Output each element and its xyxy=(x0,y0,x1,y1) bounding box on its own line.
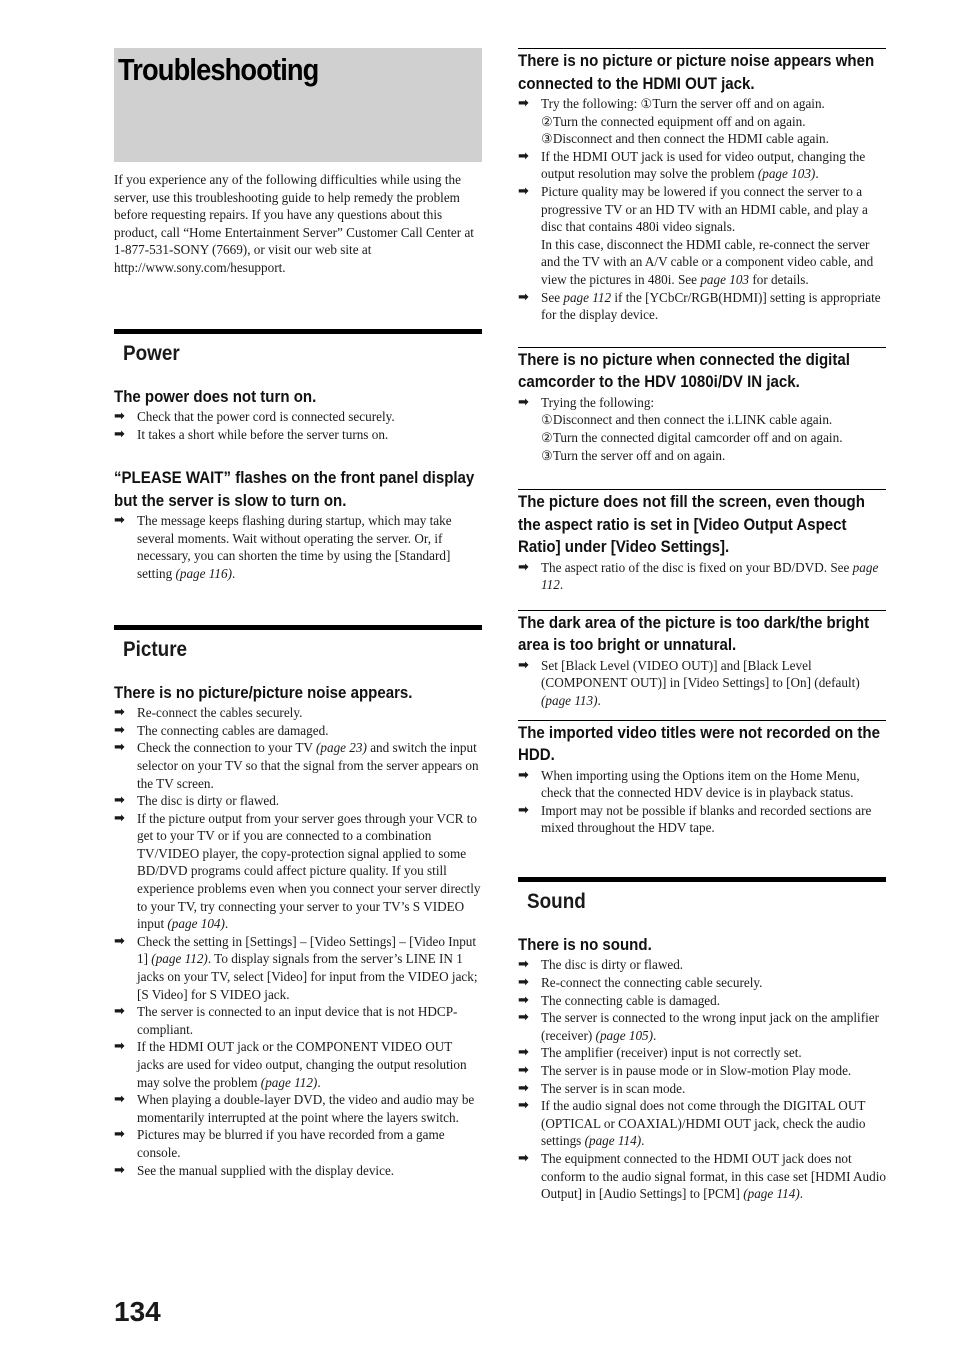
page-reference: (page 112) xyxy=(151,951,208,967)
arrow-right-icon: ➡ xyxy=(114,1092,125,1108)
arrow-right-icon: ➡ xyxy=(518,802,529,818)
remedy-item: ➡ The amplifier (receiver) input is not correctly set. xyxy=(518,1045,802,1061)
remedy-item: ➡ The server is in scan mode. xyxy=(518,1080,686,1096)
remedy-item: ➡ Set [Black Level (VIDEO OUT)] and [Black Level (COMPONENT OUT)] in [Video Settings] to [On] (default) (page 113). xyxy=(518,657,860,708)
page-reference: (page 104) xyxy=(167,916,225,932)
remedy-item: ➡ The connecting cables are damaged. xyxy=(114,722,329,738)
section-power xyxy=(114,329,482,368)
remedy-item: ➡ The message keeps flashing during startup, which may take several moments. Wait without operating the server. Or, if necessary, you can shorten the time by using the [Standard] setting (page 116). xyxy=(114,513,452,582)
issue-title: The power does not turn on. xyxy=(114,386,317,406)
remedy-item: ➡ See page 112 if the [YCbCr/RGB(HDMI)] setting is appropriate for the display device. xyxy=(518,289,881,323)
arrow-right-icon: ➡ xyxy=(518,394,529,410)
remedy-list xyxy=(114,512,482,582)
arrow-right-icon: ➡ xyxy=(518,767,529,783)
page-reference: (page 23) xyxy=(315,740,367,756)
issue-title: There is no picture or picture noise appears when connected to the HDMI OUT jack. xyxy=(518,51,875,93)
page-number: 134 xyxy=(114,1296,161,1327)
remedy-item: ➡ The aspect ratio of the disc is fixed on your BD/DVD. See page 112. xyxy=(518,559,879,593)
section-title-picture: Picture xyxy=(123,637,188,661)
arrow-right-icon: ➡ xyxy=(518,1063,529,1078)
page-reference: page 103 xyxy=(700,271,750,287)
remedy-item: ➡ When playing a double-layer DVD, the video and audio may be momentarily interrupted at the point where the layers switch. xyxy=(114,1092,475,1125)
page-reference: page 112 xyxy=(563,289,612,305)
remedy-item: ➡ The server is connected to an input device that is not HDCP-compliant. xyxy=(114,1004,458,1037)
page-reference: (page 114) xyxy=(584,1133,642,1149)
remedy-item: ➡ Picture quality may be lowered if you connect the server to a progressive TV or an HD TV with an HDMI cable, and play a disc that contains 480i video signals. In this case, disconnect the HDMI cable, re-connect the server and the TV with an A/V cable or a component video cable, and view the pictures in 480i. See page 103 for details. xyxy=(518,183,874,287)
title-banner xyxy=(114,48,482,162)
arrow-right-icon: ➡ xyxy=(518,657,529,673)
issue-no-sound xyxy=(518,934,886,1203)
arrow-right-icon: ➡ xyxy=(518,289,529,305)
arrow-right-icon: ➡ xyxy=(518,148,529,164)
remedy-item: ➡ The equipment connected to the HDMI OUT jack does not conform to the audio signal format, in this case set [HDMI Audio Output] in [Audio Settings] to [PCM] (page 114). xyxy=(518,1150,887,1202)
remedy-list xyxy=(518,956,886,1202)
arrow-right-icon: ➡ xyxy=(518,1045,529,1061)
issue-dark-area xyxy=(518,610,886,710)
issue-power-no-turn-on xyxy=(114,386,482,444)
page-reference: (page 105) xyxy=(595,1027,654,1043)
arrow-right-icon: ➡ xyxy=(114,705,125,721)
right-column xyxy=(518,48,886,1203)
remedy-item: ➡ Re-connect the connecting cable securely. xyxy=(518,975,763,991)
remedy-item: ➡ If the HDMI OUT jack or the COMPONENT VIDEO OUT jacks are used for video output, changing the output resolution may solve the problem (page 112). xyxy=(114,1039,467,1090)
remedy-item: ➡ Try the following: ①Turn the server off and on again. ②Turn the connected equipment off and on again. ③Disconnect and then connect the HDMI cable again. xyxy=(518,96,829,147)
remedy-item: ➡ The disc is dirty or flawed. xyxy=(114,793,280,809)
left-column xyxy=(114,48,482,1179)
issue-camcorder-no-picture xyxy=(518,347,886,464)
page-reference: (page 112) xyxy=(260,1074,318,1090)
arrow-right-icon: ➡ xyxy=(518,1010,529,1026)
arrow-right-icon: ➡ xyxy=(114,722,125,738)
arrow-right-icon: ➡ xyxy=(114,426,125,442)
page-reference: (page 113) xyxy=(541,692,598,708)
remedy-item: ➡ If the audio signal does not come through the DIGITAL OUT (OPTICAL or COAXIAL)/HDMI OUT jack, check the audio settings (page 114). xyxy=(518,1098,866,1149)
arrow-right-icon: ➡ xyxy=(518,975,529,991)
issue-no-picture xyxy=(114,682,482,1180)
intro-paragraph: If you experience any of the following difficulties while using the server, use this troubleshooting guide to help remedy the problem before requesting repairs. If you have any questions about this product, call “Home Entertainment Server” Customer Call Center at 1-877-531-SONY (7669), or visit our web site at http://www.sony.com/hesupport. xyxy=(114,172,474,275)
page-reference: (page 114) xyxy=(743,1186,800,1202)
remedy-list xyxy=(518,394,886,464)
arrow-right-icon: ➡ xyxy=(114,513,125,529)
arrow-right-icon: ➡ xyxy=(518,1150,529,1166)
arrow-right-icon: ➡ xyxy=(518,1098,529,1114)
arrow-right-icon: ➡ xyxy=(114,740,125,756)
arrow-right-icon: ➡ xyxy=(114,810,125,826)
remedy-item: ➡ Import may not be possible if blanks and recorded sections are mixed throughout the HDV tape. xyxy=(518,802,872,836)
remedy-item: ➡ Check that the power cord is connected securely. xyxy=(114,409,395,425)
arrow-right-icon: ➡ xyxy=(114,1004,125,1020)
remedy-list xyxy=(518,657,886,710)
section-title-power: Power xyxy=(123,341,180,365)
arrow-right-icon: ➡ xyxy=(114,409,125,425)
remedy-item: ➡ Pictures may be blurred if you have recorded from a game console. xyxy=(114,1127,445,1160)
remedy-item: ➡ The disc is dirty or flawed. xyxy=(518,957,684,973)
arrow-right-icon: ➡ xyxy=(114,933,125,949)
remedy-item: ➡ Trying the following: ①Disconnect and then connect the i.LINK cable again. ②Turn the connected digital camcorder off and on again. ③Turn the server off and on again. xyxy=(518,394,843,463)
remedy-list xyxy=(518,767,886,837)
issue-title: The picture does not fill the screen, even though the aspect ratio is set in [Video Output Aspect Ratio] under [Video Settings]. xyxy=(518,492,865,557)
remedy-list xyxy=(114,408,482,443)
remedy-item: ➡ The server is in pause mode or in Slow-motion Play mode. xyxy=(518,1063,852,1078)
arrow-right-icon: ➡ xyxy=(114,793,125,809)
page-reference: (page 103) xyxy=(757,166,816,182)
page-reference: page 112 xyxy=(541,559,879,593)
issue-aspect-ratio xyxy=(518,489,886,594)
remedy-list xyxy=(518,559,886,594)
issue-title: The dark area of the picture is too dark/the bright area is too bright or unnatural. xyxy=(518,612,870,655)
remedy-list xyxy=(114,704,482,1179)
issue-title: There is no picture/picture noise appears. xyxy=(114,682,413,702)
issue-please-wait xyxy=(114,467,482,582)
issue-hdmi-no-picture xyxy=(518,48,886,324)
issue-imported-titles xyxy=(518,720,886,837)
remedy-item: ➡ When importing using the Options item on the Home Menu, check that the connected HDV device is in playback status. xyxy=(518,767,860,801)
arrow-right-icon: ➡ xyxy=(518,96,529,111)
issue-title: The imported video titles were not recorded on the HDD. xyxy=(518,722,880,765)
remedy-item: ➡ See the manual supplied with the display device. xyxy=(114,1162,395,1178)
remedy-item: ➡ If the picture output from your server goes through your VCR to get to your TV or if you are connected to a combination TV/VIDEO player, the copy-protection signal applied to some BD/DVD programs could affect picture quality. If you still experience problems even when you connect your server directly to your TV, try connecting your server to your TV’s S VIDEO input (page 104). xyxy=(114,810,481,932)
arrow-right-icon: ➡ xyxy=(114,1127,125,1143)
arrow-right-icon: ➡ xyxy=(518,957,529,973)
arrow-right-icon: ➡ xyxy=(114,1039,125,1055)
remedy-item: ➡ The connecting cable is damaged. xyxy=(518,992,721,1008)
remedy-item: ➡ The server is connected to the wrong input jack on the amplifier (receiver) (page 105). xyxy=(518,1010,880,1043)
section-sound xyxy=(518,877,886,916)
section-title-sound: Sound xyxy=(527,889,586,913)
arrow-right-icon: ➡ xyxy=(518,183,529,199)
page-title: Troubleshooting xyxy=(118,52,319,87)
remedy-item: ➡ Check the setting in [Settings] – [Video Settings] – [Video Input 1] (page 112). To display signals from the server’s LINE IN 1 jacks on your TV, select [Video] for input from the VIDEO jack; [S Video] for S VIDEO jack. xyxy=(114,933,478,1002)
remedy-list xyxy=(518,95,886,324)
arrow-right-icon: ➡ xyxy=(518,992,529,1008)
arrow-right-icon: ➡ xyxy=(518,559,529,575)
arrow-right-icon: ➡ xyxy=(114,1162,125,1178)
page-reference: (page 116) xyxy=(175,566,232,582)
remedy-item: ➡ Check the connection to your TV (page 23) and switch the input selector on your TV so that the signal from the server appears on the TV screen. xyxy=(114,740,479,791)
section-picture xyxy=(114,625,482,664)
issue-title: There is no sound. xyxy=(518,934,652,954)
arrow-right-icon: ➡ xyxy=(518,1080,529,1096)
remedy-item: ➡ Re-connect the cables securely. xyxy=(114,705,303,721)
issue-title: “PLEASE WAIT” flashes on the front panel display but the server is slow to turn on. xyxy=(114,468,475,510)
remedy-item: ➡ It takes a short while before the server turns on. xyxy=(114,426,389,442)
remedy-item: ➡ If the HDMI OUT jack is used for video output, changing the output resolution may solve the problem (page 103). xyxy=(518,148,866,182)
issue-title: There is no picture when connected the digital camcorder to the HDV 1080i/DV IN jack. xyxy=(518,349,850,392)
